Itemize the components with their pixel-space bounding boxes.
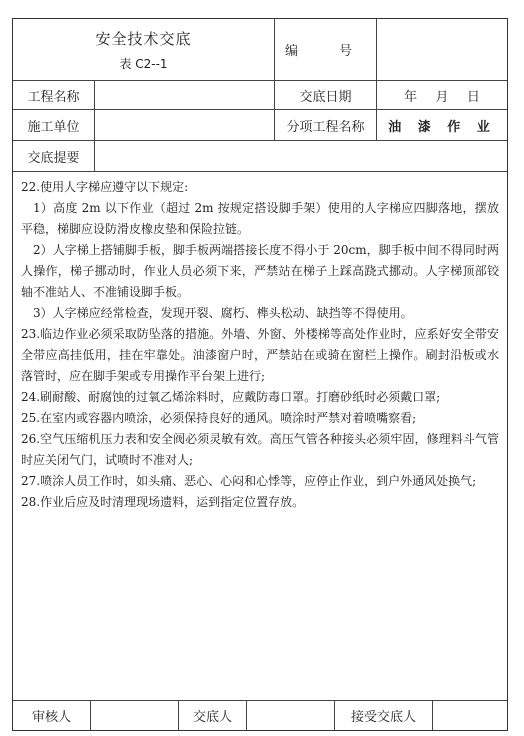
summary-row — [13, 141, 507, 172]
briefing-content — [13, 172, 507, 701]
subproject-label: 分项工程名称 — [275, 110, 377, 140]
summary-label: 交底提要 — [13, 141, 95, 171]
date-month: 月 — [435, 89, 449, 105]
contractor-label: 施工单位 — [13, 110, 95, 140]
content-line: 2）人字梯上搭铺脚手板，脚手板两端搭接长度不得小于 20cm，脚手板中间不得同时两人操作，梯子挪动时，作业人员必须下来，严禁站在梯子上踩高跷式挪动。人字梯顶部铰轴不准站人、不准铺设脚手板。 — [21, 243, 499, 299]
content-line: 24.刷耐酸、耐腐蚀的过氧乙烯涂料时，应戴防毒口罩。打磨砂纸时必须戴口罩; — [21, 390, 441, 404]
content-line: 3）人字梯应经常检查，发现开裂、腐朽、榫头松动、缺挡等不得使用。 — [33, 306, 413, 320]
subproject-value: 油 漆 作 业 — [388, 119, 496, 135]
project-name-field[interactable] — [95, 81, 275, 109]
content-line: 23.临边作业必须采取防坠落的措施。外墙、外窗、外楼梯等高处作业时，应系好安全带安全带应高挂低用，挂在牢靠处。油漆窗户时，严禁站在或骑在窗栏上操作。刷封沿板或水落管时，应在脚手架或专用操作平台架上进行; — [21, 327, 499, 383]
serial-number-field[interactable] — [377, 19, 507, 80]
briefing-date-label: 交底日期 — [275, 81, 377, 109]
contractor-field[interactable] — [95, 110, 275, 140]
project-name-label: 工程名称 — [13, 81, 95, 109]
date-day: 日 — [466, 89, 480, 105]
reviewer-signature-field[interactable] — [91, 701, 179, 730]
receiver-label: 接受交底人 — [335, 701, 433, 730]
content-line: 22.使用人字梯应遵守以下规定: — [21, 180, 189, 194]
form-code: 表 C2--1 — [119, 56, 168, 71]
summary-field[interactable] — [95, 141, 507, 171]
content-line: 28.作业后应及时清理现场遗料，运到指定位置存放。 — [21, 495, 305, 509]
presenter-signature-field[interactable] — [247, 701, 335, 730]
form-title: 安全技术交底 — [95, 29, 192, 48]
date-year: 年 — [404, 89, 418, 105]
content-line: 25.在室内或容器内喷涂，必须保持良好的通风。喷涂时严禁对着喷嘴察看; — [21, 411, 417, 425]
contractor-row — [13, 110, 507, 141]
content-line: 1）高度 2m 以下作业（超过 2m 按规定搭设脚手架）使用的人字梯应四脚落地，摆放平稳，梯脚应设防滑皮橡皮垫和保险拉链。 — [21, 201, 499, 236]
receiver-signature-field[interactable] — [433, 701, 507, 730]
project-row — [13, 81, 507, 110]
content-line: 26.空气压缩机压力表和安全阀必须灵敏有效。高压气管各种接头必须牢固，修理料斗气管时应关闭气门，试喷时不准对人; — [21, 432, 499, 467]
safety-briefing-form — [12, 18, 508, 731]
serial-number-label: 编 号 — [275, 19, 377, 80]
reviewer-label: 审核人 — [13, 701, 91, 730]
signature-row — [13, 701, 507, 730]
content-line: 27.喷涂人员工作时，如头痛、恶心、心闷和心悸等，应停止作业，到户外通风处换气; — [21, 474, 477, 488]
form-header-row — [13, 19, 507, 81]
briefing-date-field[interactable] — [377, 81, 507, 109]
form-title-block — [13, 19, 275, 80]
presenter-label: 交底人 — [179, 701, 247, 730]
